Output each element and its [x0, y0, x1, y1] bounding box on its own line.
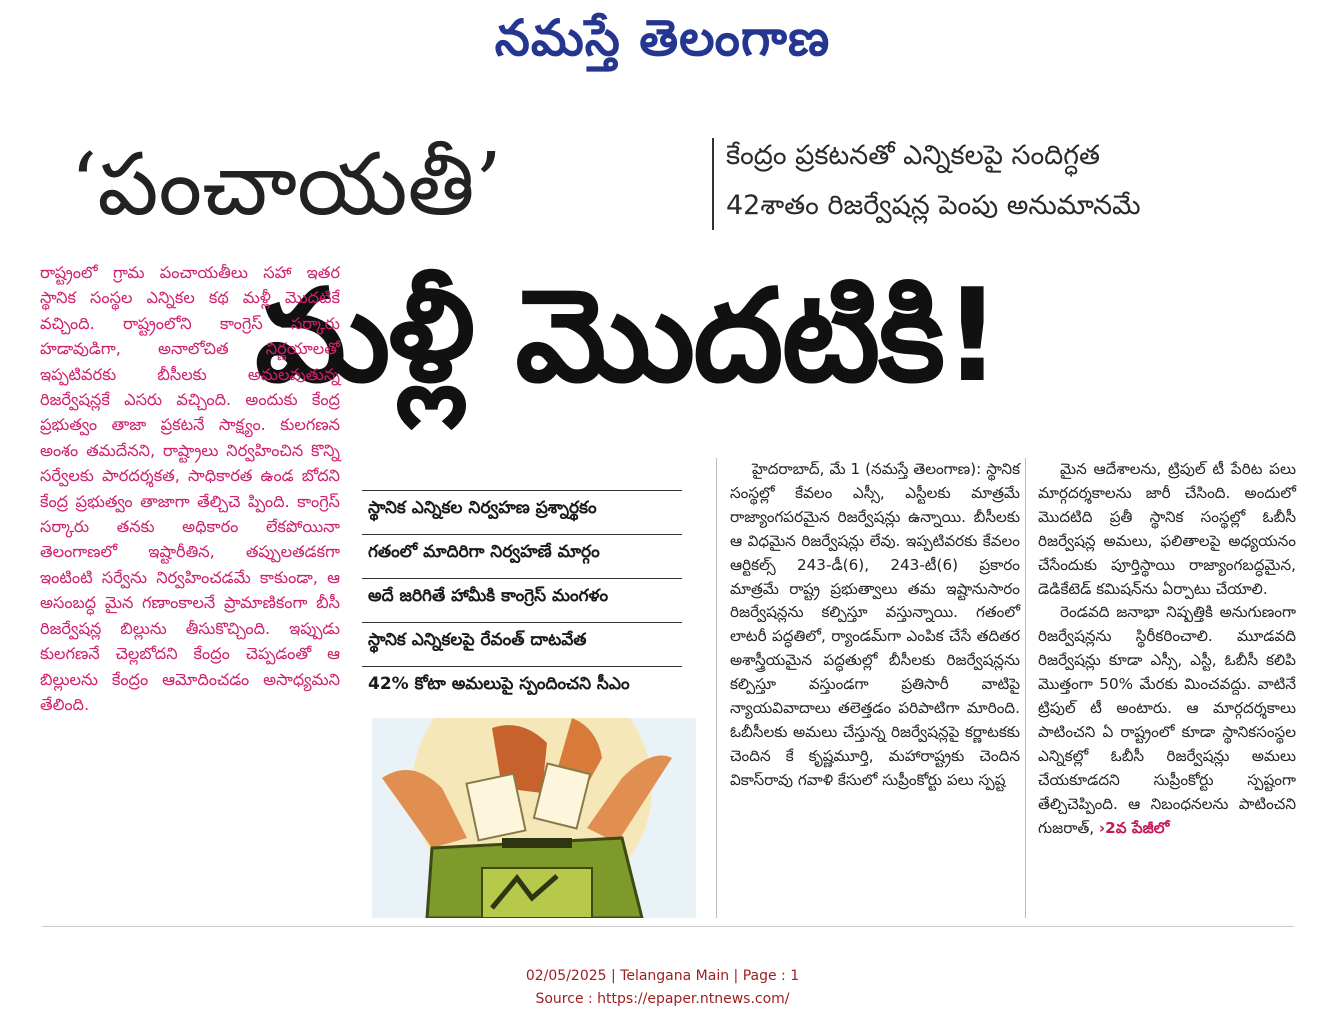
body-paragraph	[1038, 601, 1296, 840]
body-column-1	[730, 458, 1020, 793]
ballot-box-illustration	[372, 718, 696, 918]
lead-text: రాష్ట్రంలో గ్రామ పంచాయతీలు సహా ఇతర స్థానిక సంస్థల ఎన్నికల కథ మళ్లీ మొదటికే వచ్చింది. రాష్ట్రంలోని కాంగ్రెస్ సర్కారు హడావుడిగా, అనాలోచిత నిర్ణయాలతో ఇప్పటివరకు బీసీలకు అమలవుతున్న రిజర్వేషన్లకే ఎసరు వచ్చింది. అందుకు కేంద్ర ప్రభుత్వం తాజా ప్రకటనే సాక్ష్యం. కులగణన అంశం తమదేనని, రాష్ట్రాలు నిర్వహించిన కొన్ని సర్వేలకు పారదర్శకత, సాధికారత ఉండ బోదని కేంద్ర ప్రభుత్వం తాజాగా తేల్చిచె ప్పింది. కాంగ్రెస్ సర్కారు తనకు అధికారం లేకపోయినా తెలంగాణలో ఇష్టారీతిన, తప్పులతడకగా ఇంటింటి సర్వేను నిర్వహించడమే కాకుండా, ఆ అసంబద్ధ మైన గణాంకాలనే ప్రామాణికంగా బీసీ రిజర్వేషన్ల బిల్లును తీసుకొచ్చింది. ఇప్పుడు కులగణనే చెల్లబోదని కేంద్రం చెప్పడంతో ఆ బిల్లులను కేంద్రం ఆమోదించడం అసాధ్యమని తేలింది.	[40, 263, 340, 714]
subhead-1: కేంద్రం ప్రకటనతో ఎన్నికలపై సందిగ్ధత	[726, 140, 1100, 171]
main-headline: మళ్లీ మొదటికి!	[255, 262, 1000, 411]
headline-kicker: ‘పంచాయతీ’	[70, 135, 503, 235]
column-divider	[716, 458, 717, 918]
lead-paragraph	[40, 260, 340, 717]
body-column-2	[1038, 458, 1296, 841]
newspaper-masthead: నమస్తే తెలంగాణ	[494, 8, 831, 67]
footer-date-page: 02/05/2025 | Telangana Main | Page : 1	[525, 968, 800, 984]
highlight-item: గతంలో మాదిరిగా నిర్వహణే మార్గం	[362, 534, 682, 568]
subhead-2: 42శాతం రిజర్వేషన్ల పెంపు అనుమానమే	[726, 190, 1141, 221]
column-divider	[1025, 458, 1026, 918]
body-paragraph: మైన ఆదేశాలను, ట్రిపుల్ టీ పేరిట పలు మార్గదర్శకాలను జారీ చేసింది. అందులో మొదటిది ప్రతీ స్థానిక సంస్థల్లో ఓబీసీ రిజర్వేషన్ల అమలు, ఫలితాలపై అధ్యయనం చేసేందుకు పూర్తిస్థాయి రాజ్యాంగబద్ధమైన, డెడికేటెడ్ కమిషన్‌ను ఏర్పాటు చేయాలి.	[1038, 460, 1296, 598]
highlight-item: స్థానిక ఎన్నికలపై రేవంత్ దాటవేత	[362, 622, 682, 656]
footer-source: Source : https://epaper.ntnews.com/	[535, 991, 790, 1007]
subhead-divider	[712, 138, 714, 230]
highlight-item: 42% కోటా అమలుపై స్పందించని సీఎం	[362, 666, 682, 700]
body-text: రెండవది జనాభా నిష్పత్తికి అనుగుణంగా రిజర్వేషన్లను స్థిరీకరించాలి. మూడవది రిజర్వేషన్లు కూడా ఎస్సీ, ఎస్టీ, ఓబీసీ కలిపి మొత్తంగా 50% మేరకు మించవద్దు. వాటినే ట్రిపుల్ టీ అంటారు. ఆ మార్గదర్శకాలు పాటించని ఏ రాష్ట్రంలో కూడా స్థానికసంస్థల ఎన్నికల్లో ఓబీసీ రిజర్వేషన్లు అమలు చేయకూడదని సుప్రీంకోర్టు స్పష్టంగా తేల్చిచెప్పింది. ఆ నిబంధనలను పాటించని గుజరాత్,	[1038, 603, 1296, 837]
continued-page-link[interactable]: ›2వ పేజీలో	[1098, 818, 1170, 837]
highlight-item: స్థానిక ఎన్నికల నిర్వహణ ప్రశ్నార్థకం	[362, 490, 682, 524]
body-paragraph: హైదరాబాద్, మే 1 (నమస్తే తెలంగాణ): స్థానిక సంస్థల్లో కేవలం ఎస్సీ, ఎస్టీలకు మాత్రమే రాజ్యాంగపరమైన రిజర్వేషన్లు ఉన్నాయి. బీసీలకు ఆ విధమైన రిజర్వేషన్లు లేవు. ఇప్పటివరకు కేవలం ఆర్టికల్స్ 243-డీ(6), 243-టీ(6) ప్రకారం మాత్రమే రాష్ట్ర ప్రభుత్వాలు తమ ఇష్టానుసారం రిజర్వేషన్లను కల్పిస్తూ వస్తున్నాయి. గతంలో లాటరీ పద్ధతిలో, ర్యాండమ్‌గా ఎంపిక చేసే తదితర అశాస్త్రీయమైన పద్ధతుల్లో బీసీలకు రిజర్వేషన్లను కల్పిస్తూ వస్తుండగా ప్రతిసారీ వాటిపై న్యాయవివాదాలు తలెత్తడం పరిపాటిగా మారింది. ఓబీసీలకు అమలు చేస్తున్న రిజర్వేషన్లపై కర్ణాటకకు చెందిన కే కృష్ణమూర్తి, మహారాష్ట్రకు చెందిన వికాస్‌రావు గవాళి కేసులో సుప్రీంకోర్టు పలు స్పష్ట	[730, 460, 1020, 789]
highlight-item: అదే జరిగితే హామీకి కాంగ్రెస్ మంగళం	[362, 578, 682, 612]
bottom-divider	[42, 926, 1294, 927]
